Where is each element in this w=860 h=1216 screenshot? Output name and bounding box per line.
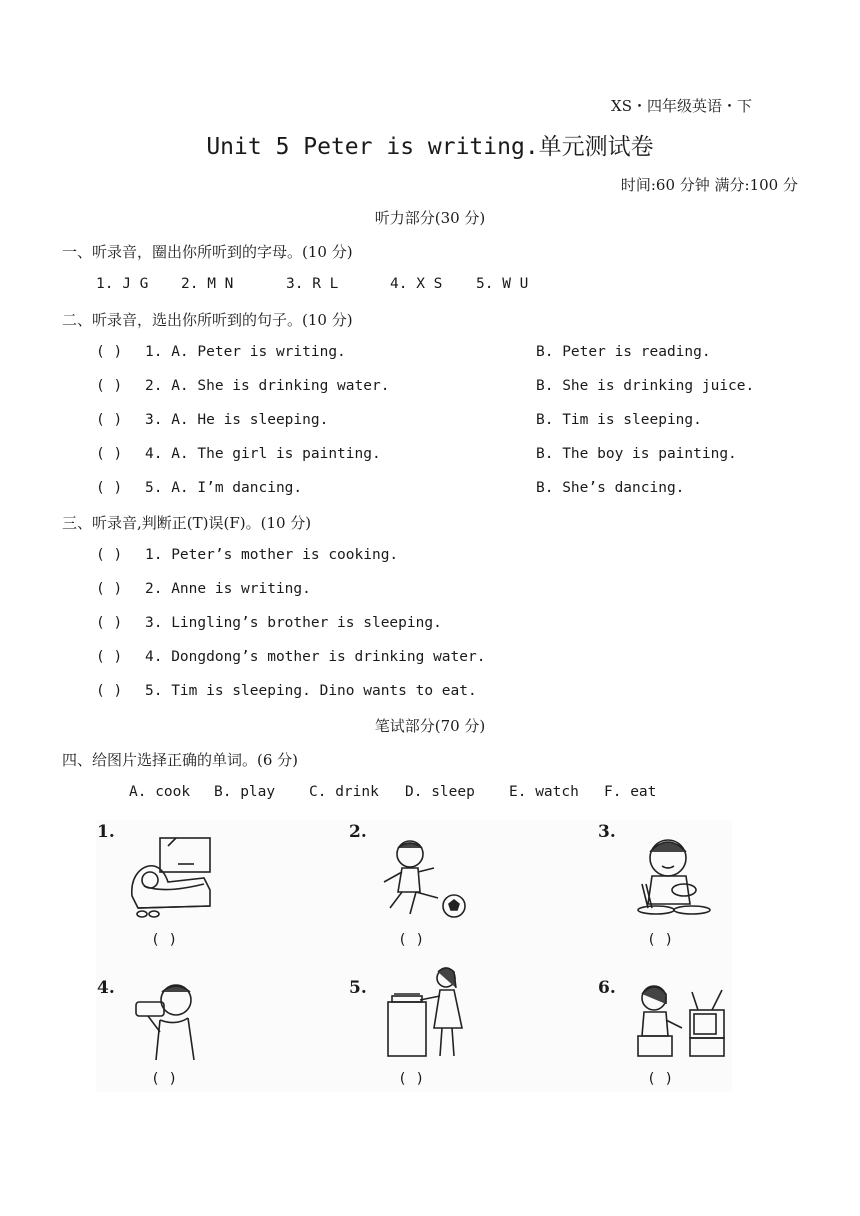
boy-drinking-icon: [130, 976, 210, 1062]
answer-blank[interactable]: ( ): [96, 446, 123, 462]
picture-number: 4.: [97, 978, 115, 998]
answer-blank[interactable]: ( ): [96, 378, 123, 394]
letter-item: 3. R L: [286, 276, 339, 292]
statement: 4. Dongdong’s mother is drinking water.: [145, 649, 486, 665]
answer-blank[interactable]: ( ): [96, 649, 123, 665]
statement: 3. Lingling’s brother is sleeping.: [145, 615, 442, 631]
option-a: 4. A. The girl is painting.: [145, 446, 381, 462]
statement: 5. Tim is sleeping. Dino wants to eat.: [145, 683, 477, 699]
option-a: 3. A. He is sleeping.: [145, 412, 329, 428]
answer-blank[interactable]: ( ): [151, 932, 178, 948]
answer-blank[interactable]: ( ): [96, 412, 123, 428]
word-option: A. cook: [129, 784, 191, 800]
option-b: B. She’s dancing.: [536, 480, 685, 496]
exam-meta: 时间:60 分钟 满分:100 分: [620, 176, 798, 194]
word-option: D. sleep: [405, 784, 475, 800]
word-option: B. play: [214, 784, 276, 800]
listening-heading: 听力部分(30 分): [374, 209, 486, 227]
sleeping-child-icon: [124, 834, 224, 920]
picture-number: 1.: [97, 822, 115, 842]
woman-cooking-icon: [384, 966, 468, 1060]
option-b: B. Peter is reading.: [536, 344, 711, 360]
option-b: B. The boy is painting.: [536, 446, 737, 462]
answer-blank[interactable]: ( ): [647, 932, 674, 948]
answer-blank[interactable]: ( ): [96, 344, 123, 360]
option-a: 5. A. I’m dancing.: [145, 480, 303, 496]
answer-blank[interactable]: ( ): [96, 683, 123, 699]
series-label: XS・四年级英语・下: [611, 97, 752, 115]
letter-item: 1. J G: [96, 276, 149, 292]
word-option: F. eat: [604, 784, 657, 800]
answer-blank[interactable]: ( ): [96, 547, 123, 563]
picture-number: 2.: [349, 822, 367, 842]
option-a: 1. A. Peter is writing.: [145, 344, 346, 360]
section1-heading: 一、听录音，圈出你所听到的字母。(10 分): [62, 243, 353, 261]
answer-blank[interactable]: ( ): [647, 1071, 674, 1087]
statement: 1. Peter’s mother is cooking.: [145, 547, 399, 563]
answer-blank[interactable]: ( ): [96, 480, 123, 496]
picture-number: 6.: [598, 978, 616, 998]
writing-heading: 笔试部分(70 分): [374, 717, 486, 735]
page-title: Unit 5 Peter is writing.单元测试卷: [206, 134, 654, 160]
option-b: B. She is drinking juice.: [536, 378, 755, 394]
section4-heading: 四、给图片选择正确的单词。(6 分): [62, 751, 299, 769]
answer-blank[interactable]: ( ): [96, 615, 123, 631]
statement: 2. Anne is writing.: [145, 581, 311, 597]
picture-number: 5.: [349, 978, 367, 998]
girl-watching-tv-icon: [632, 980, 728, 1060]
option-b: B. Tim is sleeping.: [536, 412, 702, 428]
answer-blank[interactable]: ( ): [96, 581, 123, 597]
letter-item: 2. M N: [181, 276, 234, 292]
word-option: C. drink: [309, 784, 379, 800]
boy-eating-icon: [628, 834, 724, 920]
answer-blank[interactable]: ( ): [398, 932, 425, 948]
letter-item: 4. X S: [390, 276, 443, 292]
section3-heading: 三、听录音,判断正(T)误(F)。(10 分): [62, 514, 312, 532]
boy-kicking-ball-icon: [376, 838, 472, 922]
word-option: E. watch: [509, 784, 579, 800]
answer-blank[interactable]: ( ): [151, 1071, 178, 1087]
answer-blank[interactable]: ( ): [398, 1071, 425, 1087]
picture-number: 3.: [598, 822, 616, 842]
letter-item: 5. W U: [476, 276, 529, 292]
section2-heading: 二、听录音，选出你所听到的句子。(10 分): [62, 311, 353, 329]
option-a: 2. A. She is drinking water.: [145, 378, 390, 394]
